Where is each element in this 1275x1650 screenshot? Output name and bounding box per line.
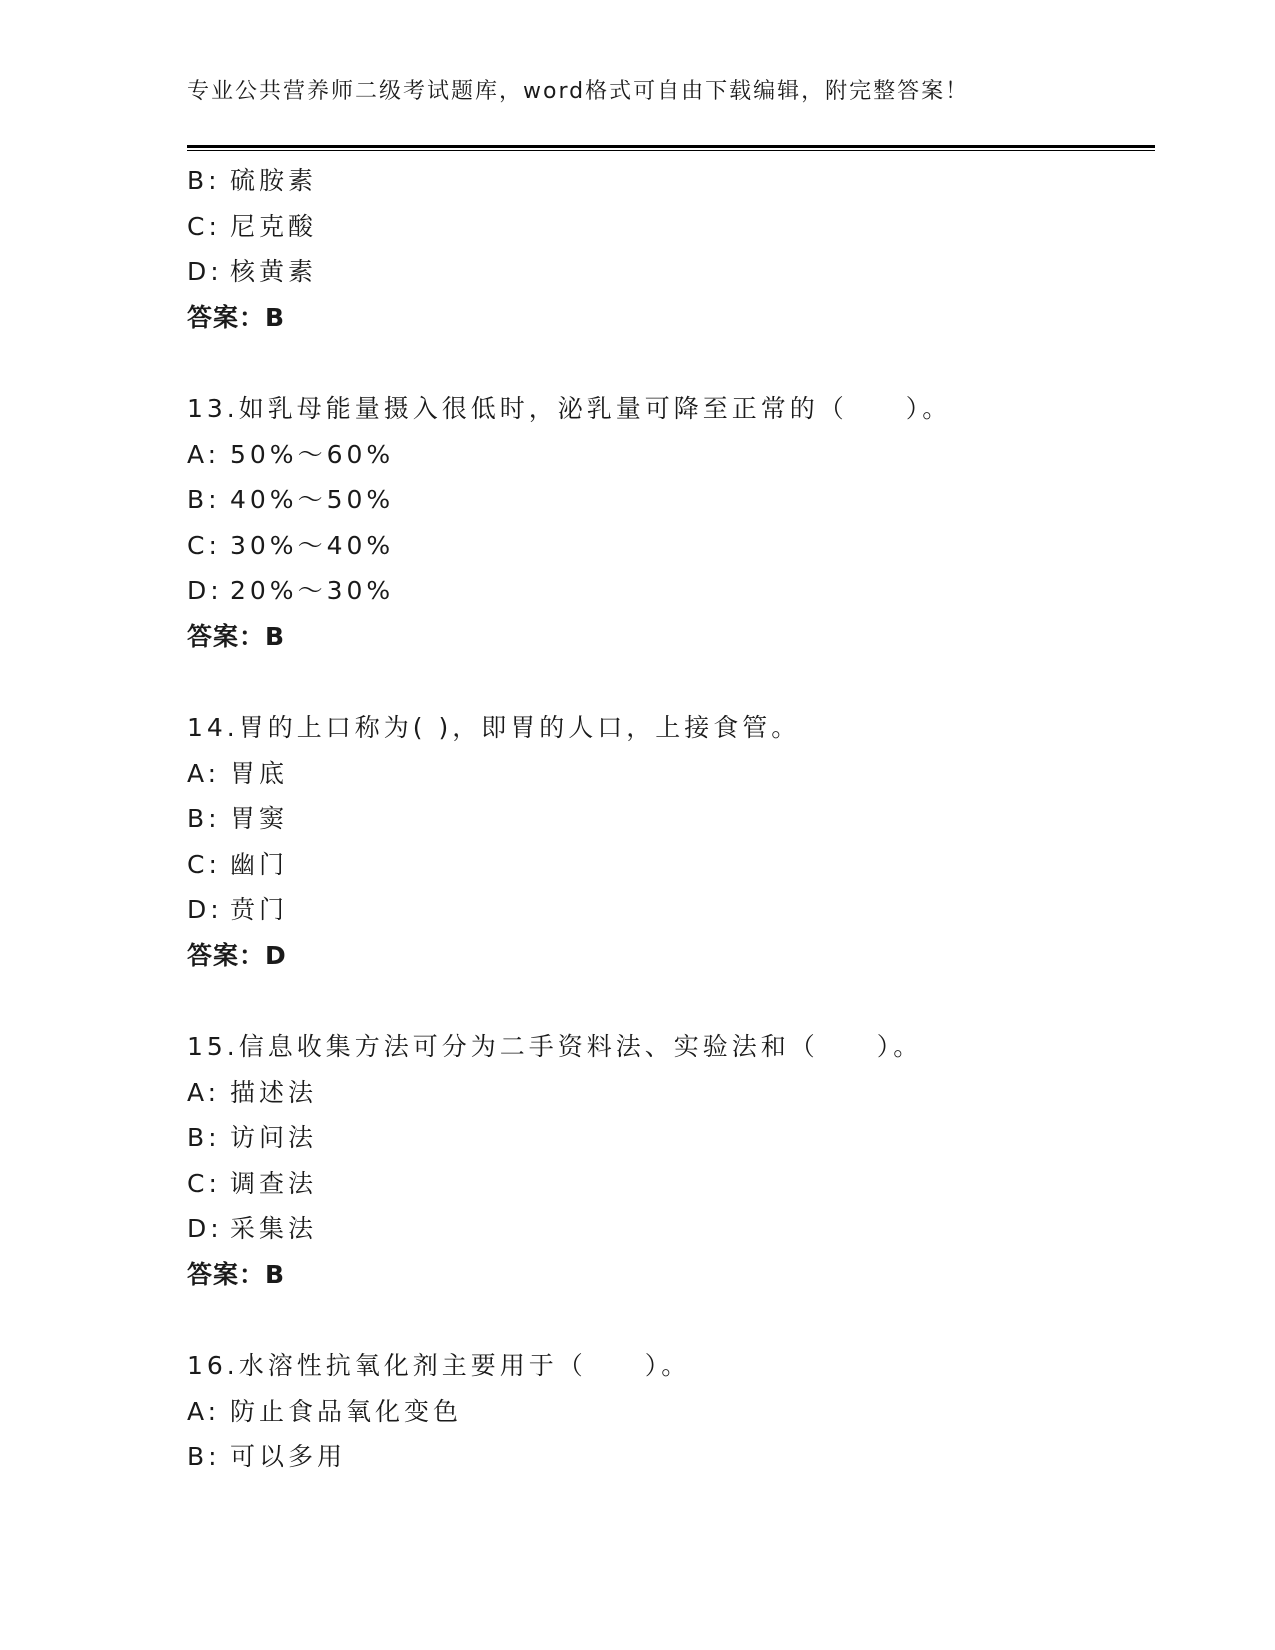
option-line <box>187 1389 1155 1435</box>
option-line <box>187 432 1155 478</box>
option-text: 硫胺素 <box>230 166 318 195</box>
option-label: D: <box>187 895 223 924</box>
option-line <box>187 568 1155 614</box>
option-line <box>187 796 1155 842</box>
option-label: B: <box>187 1123 221 1152</box>
option-line <box>187 1161 1155 1207</box>
question-stem: 14.胃的上口称为( )，即胃的人口，上接食管。 <box>187 713 801 742</box>
header-rule-thin <box>187 150 1155 151</box>
option-text: 描述法 <box>230 1077 318 1107</box>
option-line <box>187 1434 1155 1480</box>
option-text: 胃窦 <box>230 804 289 833</box>
option-text: 防止食品氧化变色 <box>230 1396 463 1426</box>
option-label: D: <box>187 1214 223 1243</box>
question-stem: 13.如乳母能量摄入很低时，泌乳量可降至正常的（ ）。 <box>187 394 952 423</box>
option-label: C: <box>187 530 221 560</box>
option-label: A: <box>187 439 221 469</box>
answer-line: 答案：D <box>187 940 287 970</box>
option-text: 40%～50% <box>230 485 395 514</box>
option-line <box>187 751 1155 797</box>
option-line <box>187 887 1155 933</box>
option-label: A: <box>187 1077 221 1107</box>
answer-line: 答案：B <box>187 302 286 332</box>
option-label: A: <box>187 758 221 788</box>
option-label: D: <box>187 257 223 286</box>
question-stem: 16.水溶性抗氧化剂主要用于（ ）。 <box>187 1351 691 1380</box>
option-text: 可以多用 <box>230 1442 347 1471</box>
option-text: 核黄素 <box>230 257 318 286</box>
option-text: 50%～60% <box>230 439 395 469</box>
option-label: A: <box>187 1396 221 1426</box>
option-label: B: <box>187 485 221 514</box>
option-text: 尼克酸 <box>230 211 318 241</box>
option-text: 采集法 <box>230 1214 318 1243</box>
option-line <box>187 1115 1155 1161</box>
question-stem: 15.信息收集方法可分为二手资料法、实验法和（ ）。 <box>187 1032 923 1061</box>
option-text: 30%～40% <box>230 530 395 560</box>
option-text: 访问法 <box>230 1123 318 1152</box>
document-body <box>187 158 1155 1480</box>
option-label: C: <box>187 211 221 241</box>
option-line <box>187 249 1155 295</box>
answer-line: 答案：B <box>187 1259 286 1289</box>
option-line <box>187 477 1155 523</box>
option-text: 20%～30% <box>230 576 395 605</box>
header-rule-thick <box>187 145 1155 148</box>
option-line <box>187 1206 1155 1252</box>
option-text: 贲门 <box>230 895 289 924</box>
option-label: C: <box>187 849 221 879</box>
option-label: B: <box>187 804 221 833</box>
page-header: 专业公共营养师二级考试题库，word格式可自由下载编辑，附完整答案！ <box>187 79 970 104</box>
option-label: D: <box>187 576 223 605</box>
option-label: B: <box>187 1442 221 1471</box>
option-line <box>187 842 1155 888</box>
option-line <box>187 1070 1155 1116</box>
option-line <box>187 523 1155 569</box>
option-line <box>187 204 1155 250</box>
answer-line: 答案：B <box>187 621 286 651</box>
option-label: B: <box>187 166 221 195</box>
option-label: C: <box>187 1168 221 1198</box>
option-text: 幽门 <box>230 849 289 879</box>
option-line <box>187 158 1155 204</box>
option-text: 调查法 <box>230 1168 318 1198</box>
option-text: 胃底 <box>230 758 289 788</box>
